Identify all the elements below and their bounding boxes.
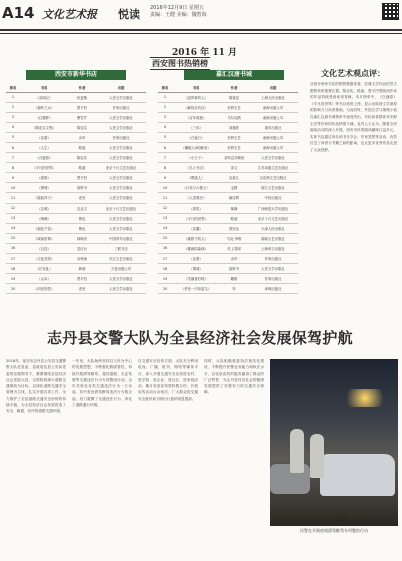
table-row [158, 173, 298, 183]
cell-author: 蔡崇达 [220, 223, 248, 233]
cell-publisher: 百花洲文艺出版社 [248, 173, 298, 183]
cell-title: 《长安乱》 [20, 264, 68, 274]
cell-author: 陈忠实 [68, 122, 96, 132]
cell-title: 《活着》 [20, 132, 68, 142]
header-author: 作者 [68, 84, 96, 92]
table-row [158, 92, 298, 102]
cell-title: 《平凡的世界》 [172, 213, 220, 223]
table-row [6, 132, 146, 142]
header-rank: 排名 [158, 84, 172, 92]
cell-rank: 8 [158, 163, 172, 173]
cell-rank: 15 [6, 233, 20, 243]
cell-publisher: 人民文学出版社 [248, 153, 298, 163]
table-row [6, 264, 146, 274]
feature-subtitle: 西安图书热销榜 [152, 59, 208, 68]
cell-author: 东野圭吾 [220, 102, 248, 112]
cell-publisher: 北京十月文艺出版社 [96, 163, 146, 173]
masthead [0, 0, 402, 31]
cell-title: 《围城》 [20, 183, 68, 193]
cell-author: 曹雪芹 [68, 112, 96, 122]
table-row [158, 203, 298, 213]
cell-rank: 6 [6, 142, 20, 152]
table-row [6, 274, 146, 284]
cell-rank: 19 [158, 274, 172, 284]
cell-rank: 18 [158, 264, 172, 274]
cell-publisher: 人民文学出版社 [248, 264, 298, 274]
cell-rank: 12 [6, 203, 20, 213]
cell-title: 《目送》 [20, 243, 68, 253]
table-row [6, 173, 146, 183]
table-row [6, 203, 146, 213]
cell-rank: 4 [158, 122, 172, 132]
left-bestseller-table [6, 84, 146, 294]
cell-publisher: 人民文学出版社 [96, 142, 146, 152]
cell-author: 老舍 [68, 193, 96, 203]
cell-rank: 4 [6, 122, 20, 132]
dateline-date: 2016年12月9日 星期五 [150, 5, 204, 11]
cell-author: 泽文 [220, 163, 248, 173]
cell-author: 路遥 [68, 163, 96, 173]
cell-author: 村上春树 [220, 243, 248, 253]
cell-rank: 12 [158, 203, 172, 213]
news-photo [270, 359, 398, 526]
cell-author: 路遥 [220, 213, 248, 223]
cell-title: 《月亮与六便士》 [172, 183, 220, 193]
photo-caption: 民警在开展夜间酒驾醉驾专项整治行动 [300, 528, 368, 533]
table-row [6, 183, 146, 193]
photo-officer [290, 429, 304, 473]
table-row [158, 243, 298, 253]
cell-rank: 5 [158, 132, 172, 142]
cell-rank: 20 [158, 284, 172, 294]
table-row [6, 223, 146, 233]
cell-rank: 19 [6, 274, 20, 284]
cell-title: 《朝花夕拾》 [20, 223, 68, 233]
paper-name: 文化艺术报 [42, 8, 97, 21]
photo-officer [310, 434, 324, 478]
cell-author: 毛姆 [220, 183, 248, 193]
cell-publisher: 人民文学出版社 [96, 173, 146, 183]
right-panel-label: 嘉汇汉唐书城 [184, 70, 284, 80]
cell-publisher: 人民文学出版社 [96, 223, 146, 233]
table-row [158, 112, 298, 122]
cell-rank: 10 [6, 183, 20, 193]
photo-streetlight [340, 389, 390, 407]
cell-author: 东野圭吾 [220, 142, 248, 152]
cell-title: 《解忧杂货店》 [172, 102, 220, 112]
cell-rank: 3 [6, 112, 20, 122]
cell-title: 《小王子》 [172, 153, 220, 163]
cell-title: 《皮囊》 [172, 223, 220, 233]
cell-author: 韩寒 [68, 264, 96, 274]
table-row [158, 264, 298, 274]
cell-title: 《摆渡人》 [172, 173, 220, 183]
cell-rank: 10 [158, 183, 172, 193]
table-row [158, 284, 298, 294]
article-column-2: 一年来，大队始终坚持以人民为中心的发展思想，不断强化路面管控，持续开展酒驾醉驾、超员超载、无证驾驶等交通违法行为专项整治行动。全年共查处各类交通违法行为一万余起，其中查处酒驾醉驾违法行为数百起，有力震慑了交通违法行为，净化了道路通行环境。 [72, 359, 132, 408]
table-row [6, 122, 146, 132]
cell-rank: 11 [6, 193, 20, 203]
cell-title: 《百年孤独》 [172, 112, 220, 122]
cell-publisher: 浙江文艺出版社 [248, 183, 298, 193]
cell-title: 《陈忠实文集》 [20, 122, 68, 132]
table-row [6, 213, 146, 223]
cell-publisher: 人民文学出版社 [96, 284, 146, 294]
table-row [158, 233, 298, 243]
cell-publisher: 北京十月文艺出版社 [248, 213, 298, 223]
cell-author: 狄更斯 [68, 92, 96, 102]
cell-title: 《三体》 [172, 122, 220, 132]
table-row [6, 142, 146, 152]
article-column-4: 同时，大队积极推进执法规范化建设，不断提升民警业务能力和执法水平，以优质高效的服务赢得了群众的广泛赞誉，为志丹县经济社会的健康发展提供了坚强有力的交通安全保障。 [204, 359, 264, 395]
cell-publisher: 天津人民出版社 [248, 223, 298, 233]
cell-publisher: 人民文学出版社 [96, 193, 146, 203]
cell-publisher: 广西师范大学出版社 [248, 203, 298, 213]
cell-publisher: 人民文学出版社 [96, 213, 146, 223]
cell-author: 鲁迅 [68, 223, 96, 233]
table-row [158, 193, 298, 203]
cell-author: 余华 [68, 132, 96, 142]
header-title: 书名 [20, 84, 68, 92]
cell-title: 《骆驼祥子》 [20, 193, 68, 203]
cell-publisher: 长江文艺出版社 [96, 254, 146, 264]
table-row [158, 132, 298, 142]
cell-title: 《文化苦旅》 [20, 254, 68, 264]
feature-title: 2016 年 11 月 [172, 48, 237, 58]
table-row [6, 233, 146, 243]
cell-author: 圣埃克苏佩里 [220, 153, 248, 163]
cell-title: 《人生》 [20, 142, 68, 152]
cell-title: 《看见》 [172, 203, 220, 213]
cell-publisher: 南海出版公司 [248, 132, 298, 142]
cell-author: 李 [220, 284, 248, 294]
cell-publisher: 人民文学出版社 [96, 183, 146, 193]
table-row [158, 153, 298, 163]
cell-title: 《边城》 [20, 203, 68, 213]
table-row [158, 142, 298, 152]
cell-rank: 13 [158, 213, 172, 223]
cell-title: 《杀死一只知更鸟》 [172, 284, 220, 294]
cell-rank: 6 [158, 142, 172, 152]
photo-byline: 刘浚海 [335, 517, 347, 522]
cell-title: 《嫌疑人X的献身》 [172, 142, 220, 152]
cell-publisher: 作家出版社 [96, 102, 146, 112]
cell-publisher: 中信出版社 [248, 193, 298, 203]
cell-author: 余华 [220, 254, 248, 264]
cell-author: 胡赛尼 [220, 92, 248, 102]
dateline [150, 5, 207, 19]
cell-rank: 1 [158, 92, 172, 102]
cell-author: 贾平凹 [68, 274, 96, 284]
table-row [158, 122, 298, 132]
cell-rank: 17 [6, 254, 20, 264]
cell-publisher: 作家出版社 [248, 254, 298, 264]
cell-rank: 17 [158, 254, 172, 264]
table-row [158, 274, 298, 284]
sidebar-title: 文化艺术观点评： [321, 69, 385, 78]
cell-author: 马尔克斯 [220, 112, 248, 122]
table-row [158, 223, 298, 233]
table-row [6, 193, 146, 203]
cell-author: 贾平凹 [68, 102, 96, 112]
cell-rank: 18 [6, 264, 20, 274]
cell-title: 《平凡的世界》 [20, 163, 68, 173]
cell-publisher: 人民文学出版社 [96, 153, 146, 163]
cell-publisher: 人民文学出版社 [96, 274, 146, 284]
cell-rank: 15 [158, 233, 172, 243]
cell-rank: 16 [6, 243, 20, 253]
cell-rank: 2 [6, 102, 20, 112]
table-row [6, 102, 146, 112]
cell-rank: 13 [6, 213, 20, 223]
cell-rank: 11 [158, 193, 172, 203]
cell-title: 《活着》 [172, 254, 220, 264]
cell-rank: 1 [6, 92, 20, 102]
cell-publisher: 江苏凤凰文艺出版社 [248, 163, 298, 173]
cell-publisher: 南海出版公司 [248, 142, 298, 152]
table-row [6, 284, 146, 294]
left-panel-label: 西安市新华书店 [26, 70, 126, 80]
cell-title: 《四世同堂》 [20, 284, 68, 294]
cell-title: 《雪落香杉树》 [172, 274, 220, 284]
cell-title: 《呐喊》 [20, 213, 68, 223]
cell-author: 戴维 [220, 274, 248, 284]
cell-title: 《围城》 [172, 264, 220, 274]
cell-author: 钱钟书 [220, 264, 248, 274]
sidebar-commentary: 从西安两家书店的销售数据来看，经典文学作品依然占据榜单的重要位置，陈忠实、路遥、贾平凹等陕西作家的作品持续受到读者青睐。本月榜单中，《白鹿原》《平凡的世界》等书目再度上榜，显示出陕西文学深厚的影响力与读者基础。与此同时，外国文学与推理小说在嘉汇汉唐书城榜单中表现突出，年轻读者群体对东野圭吾等作家的作品热情不减。业内人士认为，随着全民阅读活动的深入开展，西安市民的阅读趣味日益多元，实体书店通过举办读书分享会、作家签售等活动，有效拉近了读者与书籍之间的距离，也让更多优秀作品走进了大众视野。 [310, 82, 397, 152]
cell-publisher: 上海译文出版社 [248, 243, 298, 253]
cell-rank: 8 [6, 163, 20, 173]
cell-publisher: 南海出版公司 [248, 102, 298, 112]
cell-publisher: 人民文学出版社 [96, 92, 146, 102]
header-publisher: 出版 [96, 84, 146, 92]
header-divider [0, 33, 402, 34]
table-row [158, 213, 298, 223]
cell-author: 路遥 [68, 142, 96, 152]
cell-author: 马克·李维 [220, 233, 248, 243]
cell-rank: 9 [6, 173, 20, 183]
cell-publisher: 作家出版社 [248, 274, 298, 284]
cell-rank: 3 [158, 112, 172, 122]
cell-rank: 7 [158, 153, 172, 163]
cell-publisher: 三联书店 [96, 243, 146, 253]
cell-publisher: 译林出版社 [248, 284, 298, 294]
table-header-row [158, 84, 298, 92]
cell-publisher: 中国青年出版社 [96, 233, 146, 243]
cell-title: 《秦岭之水》 [20, 102, 68, 112]
header-title: 书名 [172, 84, 220, 92]
cell-publisher: 湖南文艺出版社 [248, 233, 298, 243]
cell-publisher: 作家出版社 [96, 132, 146, 142]
cell-title: 《双城记》 [20, 92, 68, 102]
cell-author: 贾平凹 [68, 173, 96, 183]
cell-title: 《挪威的森林》 [172, 243, 220, 253]
section-name: 悦读 [118, 8, 140, 21]
qr-code-icon [382, 3, 399, 20]
table-row [158, 254, 298, 264]
right-bestseller-table [158, 84, 298, 294]
cell-author: 龙应台 [68, 243, 96, 253]
cell-title: 《废都》 [20, 173, 68, 183]
table-row [6, 92, 146, 102]
article-column-3: 在交通安全宣传方面，大队充分利用电视、广播、报刊、网络等媒体平台，深入开展交通安全宣传进农村、进学校、进企业、进社区、进家庭活动，累计发放宣传资料数万份，开展宣传活动百余场次，广大群众的交通安全意识和文明出行意识明显提高。 [138, 359, 198, 401]
cell-title: 《山本》 [20, 274, 68, 284]
table-header-row [6, 84, 146, 92]
cell-author: 刘慈欣 [220, 122, 248, 132]
header-rank: 排名 [6, 84, 20, 92]
cell-rank: 14 [158, 223, 172, 233]
cell-author: 老舍 [68, 284, 96, 294]
cell-rank: 16 [158, 243, 172, 253]
header-publisher: 出版 [248, 84, 298, 92]
cell-rank: 5 [6, 132, 20, 142]
cell-publisher: 人民文学出版社 [96, 112, 146, 122]
table-row [6, 153, 146, 163]
cell-rank: 7 [6, 153, 20, 163]
article-headline: 志丹县交警大队为全县经济社会发展保驾护航 [46, 329, 353, 347]
cell-title: 《追风筝的人》 [172, 92, 220, 102]
header-author: 作者 [220, 84, 248, 92]
cell-title: 《白夜行》 [172, 132, 220, 142]
photo-car [320, 454, 395, 496]
article-column-1: 2016年，延安市志丹县公安局交通警察大队在县委、县政府及县公安局党委的坚强领导下，紧紧围绕全县经济社会发展大局，以预防和减少道路交通事故为目标，以深化道路交通安全管理为主线，扎实开展各项工作，全力维护了全县道路交通安全形势的持续平稳，为全县经济社会发展营造了安全、畅通、有序的道路交通环境。 [6, 359, 66, 414]
cell-title: 《人类简史》 [172, 193, 220, 203]
table-row [158, 183, 298, 193]
table-row [6, 243, 146, 253]
cell-publisher: 南海出版公司 [248, 112, 298, 122]
table-row [158, 102, 298, 112]
cell-title: 《偷影子的人》 [172, 233, 220, 243]
table-row [6, 163, 146, 173]
cell-author: 东野圭吾 [220, 132, 248, 142]
cell-publisher: 重庆出版社 [248, 122, 298, 132]
cell-author: 赫拉利 [220, 193, 248, 203]
page-number: A14 [2, 4, 35, 22]
cell-author: 克莱儿 [220, 173, 248, 183]
right-table-body [158, 92, 298, 294]
cell-publisher: 万卷出版公司 [96, 264, 146, 274]
cell-author: 鲁迅 [68, 213, 96, 223]
cell-publisher: 北京十月文艺出版社 [96, 203, 146, 213]
table-row [158, 163, 298, 173]
left-table-body [6, 92, 146, 294]
cell-rank: 20 [6, 284, 20, 294]
cell-rank: 9 [158, 173, 172, 183]
cell-publisher: 上海人民出版社 [248, 92, 298, 102]
table-row [6, 254, 146, 264]
cell-author: 沈从文 [68, 203, 96, 213]
cell-rank: 14 [6, 223, 20, 233]
cell-title: 《红楼梦》 [20, 112, 68, 122]
cell-author: 钱钟书 [68, 183, 96, 193]
cell-title: 《城南旧事》 [20, 233, 68, 243]
cell-author: 余秋雨 [68, 254, 96, 264]
cell-title: 《岛上书店》 [172, 163, 220, 173]
cell-author: 陈忠实 [68, 153, 96, 163]
cell-author: 柴静 [220, 203, 248, 213]
cell-author: 林海音 [68, 233, 96, 243]
cell-title: 《白鹿原》 [20, 153, 68, 163]
cell-publisher: 人民文学出版社 [96, 122, 146, 132]
table-row [6, 112, 146, 122]
dateline-editors: 责编：王健 美编：魏智海 [150, 12, 207, 18]
cell-rank: 2 [158, 102, 172, 112]
